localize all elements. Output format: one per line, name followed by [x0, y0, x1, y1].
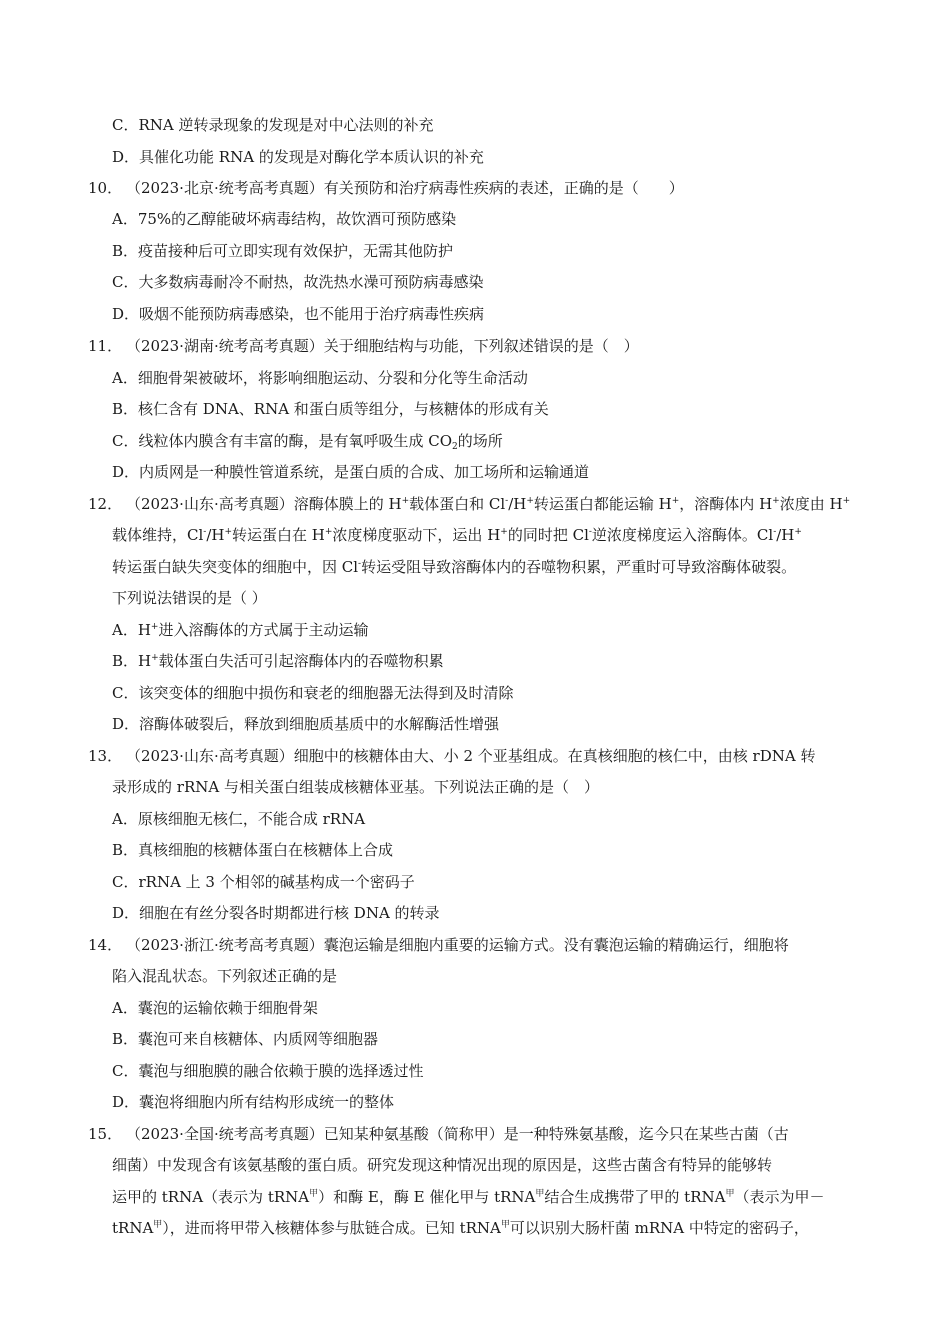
q14-stem-line1: 14． （2023·浙江·统考高考真题）囊泡运输是细胞内重要的运输方式。没有囊泡运输的精确运行，细胞将 — [88, 936, 789, 954]
q11-option-c: C．线粒体内膜含有丰富的酶，是有氧呼吸生成 $CO_2$的场所 — [112, 432, 503, 452]
q12-stem-line3: 转运蛋白缺失突变体的细胞中，因 Cl-转运受阻导致溶酶体内的吞噬物积累，严重时可导致溶酶体破裂。 — [112, 558, 797, 576]
q10-option-a: A．75%的乙醇能破坏病毒结构，故饮酒可预防感染 — [112, 210, 457, 228]
q10-option-d: D．吸烟不能预防病毒感染，也不能用于治疗病毒性疾病 — [112, 305, 485, 323]
q10-stem: 10． （2023·北京·统考高考真题）有关预防和治疗病毒性疾病的表述，正确的是（ ） — [88, 179, 684, 197]
q10-option-c: C．大多数病毒耐冷不耐热，故洗热水澡可预防病毒感染 — [112, 273, 484, 291]
q13-option-c: C．rRNA 上 3 个相邻的碱基构成一个密码子 — [112, 873, 415, 891]
q11-option-a: A．细胞骨架被破坏，将影响细胞运动、分裂和分化等生命活动 — [112, 369, 528, 387]
q15-stem-line3: 运甲的 tRNA（表示为 tRNA$^甲$）和酶 E，酶 E 催化甲与 tRNA$^甲$结合生成携带了甲的 tRNA$^甲$（表示为甲－ — [112, 1188, 825, 1206]
q13-option-b: B．真核细胞的核糖体蛋白在核糖体上合成 — [112, 841, 394, 859]
q14-option-d: D．囊泡将细胞内所有结构形成统一的整体 — [112, 1093, 395, 1111]
q10-option-b: B．疫苗接种后可立即实现有效保护，无需其他防护 — [112, 242, 454, 260]
q12-stem-line1: 12． （2023·山东·高考真题）溶酶体膜上的 H+载体蛋白和 Cl-/H+转运蛋白都能运输 H+，溶酶体内 H+浓度由 H+ — [88, 495, 851, 513]
q15-stem-line2: 细菌）中发现含有该氨基酸的蛋白质。研究发现这种情况出现的原因是，这些古菌含有特异的能够转 — [112, 1156, 773, 1174]
q15-stem-line4: tRNA$^甲$），进而将甲带入核糖体参与肽链合成。已知 tRNA$^甲$可以识别大肠杆菌 mRNA 中特定的密码子， — [112, 1219, 809, 1237]
q12-stem-line2: 载体维持，Cl-/H+转运蛋白在 H+浓度梯度驱动下，运出 H+的同时把 Cl-逆浓度梯度运入溶酶体。Cl-/H+ — [112, 526, 802, 544]
q13-option-d: D．细胞在有丝分裂各时期都进行核 DNA 的转录 — [112, 904, 440, 922]
q11-stem: 11． （2023·湖南·统考高考真题）关于细胞结构与功能，下列叙述错误的是（ ） — [88, 337, 639, 355]
q14-stem-line2: 陷入混乱状态。下列叙述正确的是 — [112, 967, 338, 985]
q14-option-a: A．囊泡的运输依赖于细胞骨架 — [112, 999, 318, 1017]
q11-option-b: B．核仁含有 DNA、RNA 和蛋白质等组分，与核糖体的形成有关 — [112, 400, 549, 418]
q11-option-d: D．内质网是一种膜性管道系统，是蛋白质的合成、加工场所和运输通道 — [112, 463, 590, 481]
q13-stem-line2: 录形成的 rRNA 与相关蛋白组装成核糖体亚基。下列说法正确的是（ ） — [112, 778, 599, 796]
q12-option-a: A．H+进入溶酶体的方式属于主动运输 — [112, 621, 369, 639]
q14-option-c: C．囊泡与细胞膜的融合依赖于膜的选择透过性 — [112, 1062, 424, 1080]
q13-option-a: A．原核细胞无核仁，不能合成 rRNA — [112, 810, 366, 828]
q12-option-b: B．H+载体蛋白失活可引起溶酶体内的吞噬物积累 — [112, 652, 444, 670]
q15-stem-line1: 15． （2023·全国·统考高考真题）已知某种氨基酸（简称甲）是一种特殊氨基酸，迄今只在某些古菌（古 — [88, 1125, 789, 1143]
q12-stem-line4: 下列说法错误的是（ ） — [112, 589, 267, 607]
q9-option-d: D．具催化功能 RNA 的发现是对酶化学本质认识的补充 — [112, 148, 484, 166]
q13-stem-line1: 13． （2023·山东·高考真题）细胞中的核糖体由大、小 2 个亚基组成。在真核细胞的核仁中，由核 rDNA 转 — [88, 747, 816, 765]
q14-option-b: B．囊泡可来自核糖体、内质网等细胞器 — [112, 1030, 379, 1048]
q12-option-d: D．溶酶体破裂后，释放到细胞质基质中的水解酶活性增强 — [112, 715, 500, 733]
q12-option-c: C．该突变体的细胞中损伤和衰老的细胞器无法得到及时清除 — [112, 684, 514, 702]
q9-option-c: C．RNA 逆转录现象的发现是对中心法则的补充 — [112, 116, 434, 134]
